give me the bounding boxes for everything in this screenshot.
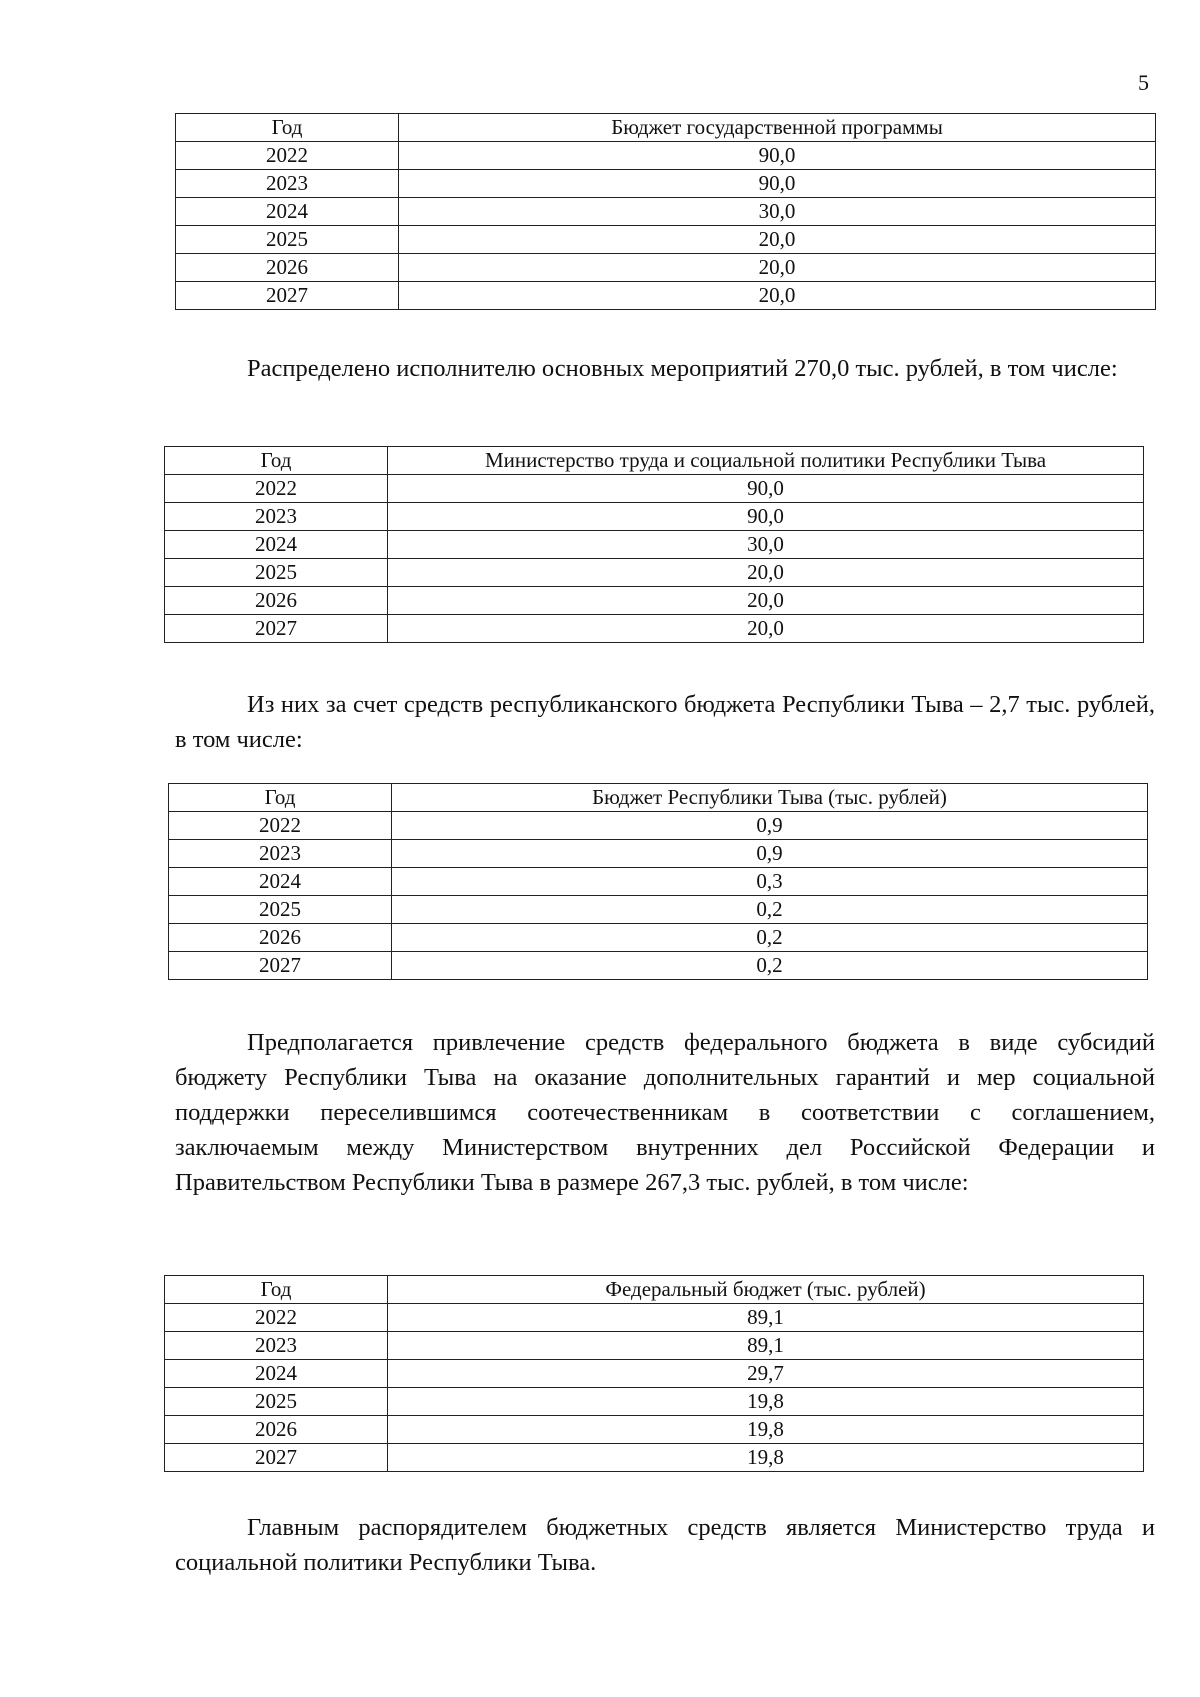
cell-year: 2023 <box>165 1332 388 1360</box>
header-value: Федеральный бюджет (тыс. рублей) <box>388 1276 1144 1304</box>
header-year: Год <box>165 447 388 475</box>
table-row <box>176 254 1156 282</box>
table-row <box>169 812 1148 840</box>
cell-value: 0,9 <box>392 812 1148 840</box>
table-row <box>176 226 1156 254</box>
cell-year: 2026 <box>176 254 399 282</box>
table-row <box>165 615 1144 643</box>
table-row <box>169 924 1148 952</box>
header-year: Год <box>165 1276 388 1304</box>
table-row <box>165 1444 1144 1472</box>
cell-year: 2022 <box>165 475 388 503</box>
table-row <box>169 952 1148 980</box>
table-row <box>165 1416 1144 1444</box>
cell-value: 90,0 <box>399 142 1156 170</box>
cell-year: 2025 <box>169 896 392 924</box>
table-row <box>165 559 1144 587</box>
cell-year: 2022 <box>169 812 392 840</box>
cell-value: 89,1 <box>388 1332 1144 1360</box>
cell-value: 30,0 <box>388 531 1144 559</box>
cell-value: 0,9 <box>392 840 1148 868</box>
paragraph-federal-budget: Предполагается привлечение средств федерального бюджета в виде субсидий бюджету Республики Тыва на оказание дополнительных гарантий и мер социальной поддержки переселившимся соотечественникам в соответствии с соглашением, заключаемым между Министерством внутренних дел Российской Федерации и Правительством Республики Тыва в размере 267,3 тыс. рублей, в том числе: <box>175 1029 1155 1196</box>
cell-year: 2022 <box>176 142 399 170</box>
table-row <box>165 531 1144 559</box>
cell-value: 19,8 <box>388 1388 1144 1416</box>
cell-value: 30,0 <box>399 198 1156 226</box>
cell-year: 2027 <box>176 282 399 310</box>
table-row <box>176 142 1156 170</box>
cell-value: 19,8 <box>388 1416 1144 1444</box>
cell-year: 2022 <box>165 1304 388 1332</box>
cell-year: 2026 <box>165 587 388 615</box>
cell-year: 2023 <box>165 503 388 531</box>
table-row <box>165 587 1144 615</box>
budget-program-table <box>175 113 1156 310</box>
cell-year: 2023 <box>176 170 399 198</box>
table-row <box>165 1388 1144 1416</box>
table-row <box>165 1332 1144 1360</box>
table-row <box>169 896 1148 924</box>
cell-year: 2024 <box>169 868 392 896</box>
header-year: Год <box>176 114 399 142</box>
cell-value: 90,0 <box>388 503 1144 531</box>
cell-value: 0,2 <box>392 896 1148 924</box>
table-row <box>176 170 1156 198</box>
table-header-row <box>169 784 1148 812</box>
table-row <box>169 840 1148 868</box>
paragraph-republic-budget: Из них за счет средств республиканского бюджета Республики Тыва – 2,7 тыс. рублей, в том числе: <box>175 691 1155 753</box>
cell-value: 20,0 <box>399 226 1156 254</box>
republic-budget-table <box>168 783 1148 980</box>
cell-value: 20,0 <box>388 559 1144 587</box>
cell-value: 20,0 <box>399 254 1156 282</box>
cell-value: 20,0 <box>388 615 1144 643</box>
cell-year: 2026 <box>165 1416 388 1444</box>
cell-value: 90,0 <box>388 475 1144 503</box>
cell-year: 2023 <box>169 840 392 868</box>
header-value: Министерство труда и социальной политики Республики Тыва <box>388 447 1144 475</box>
cell-value: 0,2 <box>392 924 1148 952</box>
cell-value: 0,3 <box>392 868 1148 896</box>
cell-value: 19,8 <box>388 1444 1144 1472</box>
cell-value: 20,0 <box>388 587 1144 615</box>
table-header-row <box>176 114 1156 142</box>
cell-value: 29,7 <box>388 1360 1144 1388</box>
table-header-row <box>165 1276 1144 1304</box>
table-row <box>165 1304 1144 1332</box>
table-row <box>165 475 1144 503</box>
cell-year: 2027 <box>165 1444 388 1472</box>
federal-budget-table <box>164 1275 1144 1472</box>
header-value: Бюджет Республики Тыва (тыс. рублей) <box>392 784 1148 812</box>
paragraph-distribution: Распределено исполнителю основных мероприятий 270,0 тыс. рублей, в том числе: <box>247 355 1118 382</box>
cell-year: 2025 <box>176 226 399 254</box>
table-row <box>176 198 1156 226</box>
cell-value: 89,1 <box>388 1304 1144 1332</box>
cell-value: 0,2 <box>392 952 1148 980</box>
header-year: Год <box>169 784 392 812</box>
cell-year: 2027 <box>165 615 388 643</box>
cell-year: 2024 <box>165 531 388 559</box>
table-row <box>169 868 1148 896</box>
cell-value: 20,0 <box>399 282 1156 310</box>
cell-year: 2026 <box>169 924 392 952</box>
table-row <box>165 1360 1144 1388</box>
ministry-table <box>164 446 1144 643</box>
cell-year: 2025 <box>165 559 388 587</box>
header-value: Бюджет государственной программы <box>399 114 1156 142</box>
cell-year: 2024 <box>176 198 399 226</box>
cell-year: 2027 <box>169 952 392 980</box>
cell-year: 2025 <box>165 1388 388 1416</box>
cell-year: 2024 <box>165 1360 388 1388</box>
table-row <box>176 282 1156 310</box>
paragraph-main-manager: Главным распорядителем бюджетных средств является Министерство труда и социальной политики Республики Тыва. <box>175 1514 1155 1576</box>
page-number: 5 <box>1138 70 1149 95</box>
table-row <box>165 503 1144 531</box>
cell-value: 90,0 <box>399 170 1156 198</box>
table-header-row <box>165 447 1144 475</box>
